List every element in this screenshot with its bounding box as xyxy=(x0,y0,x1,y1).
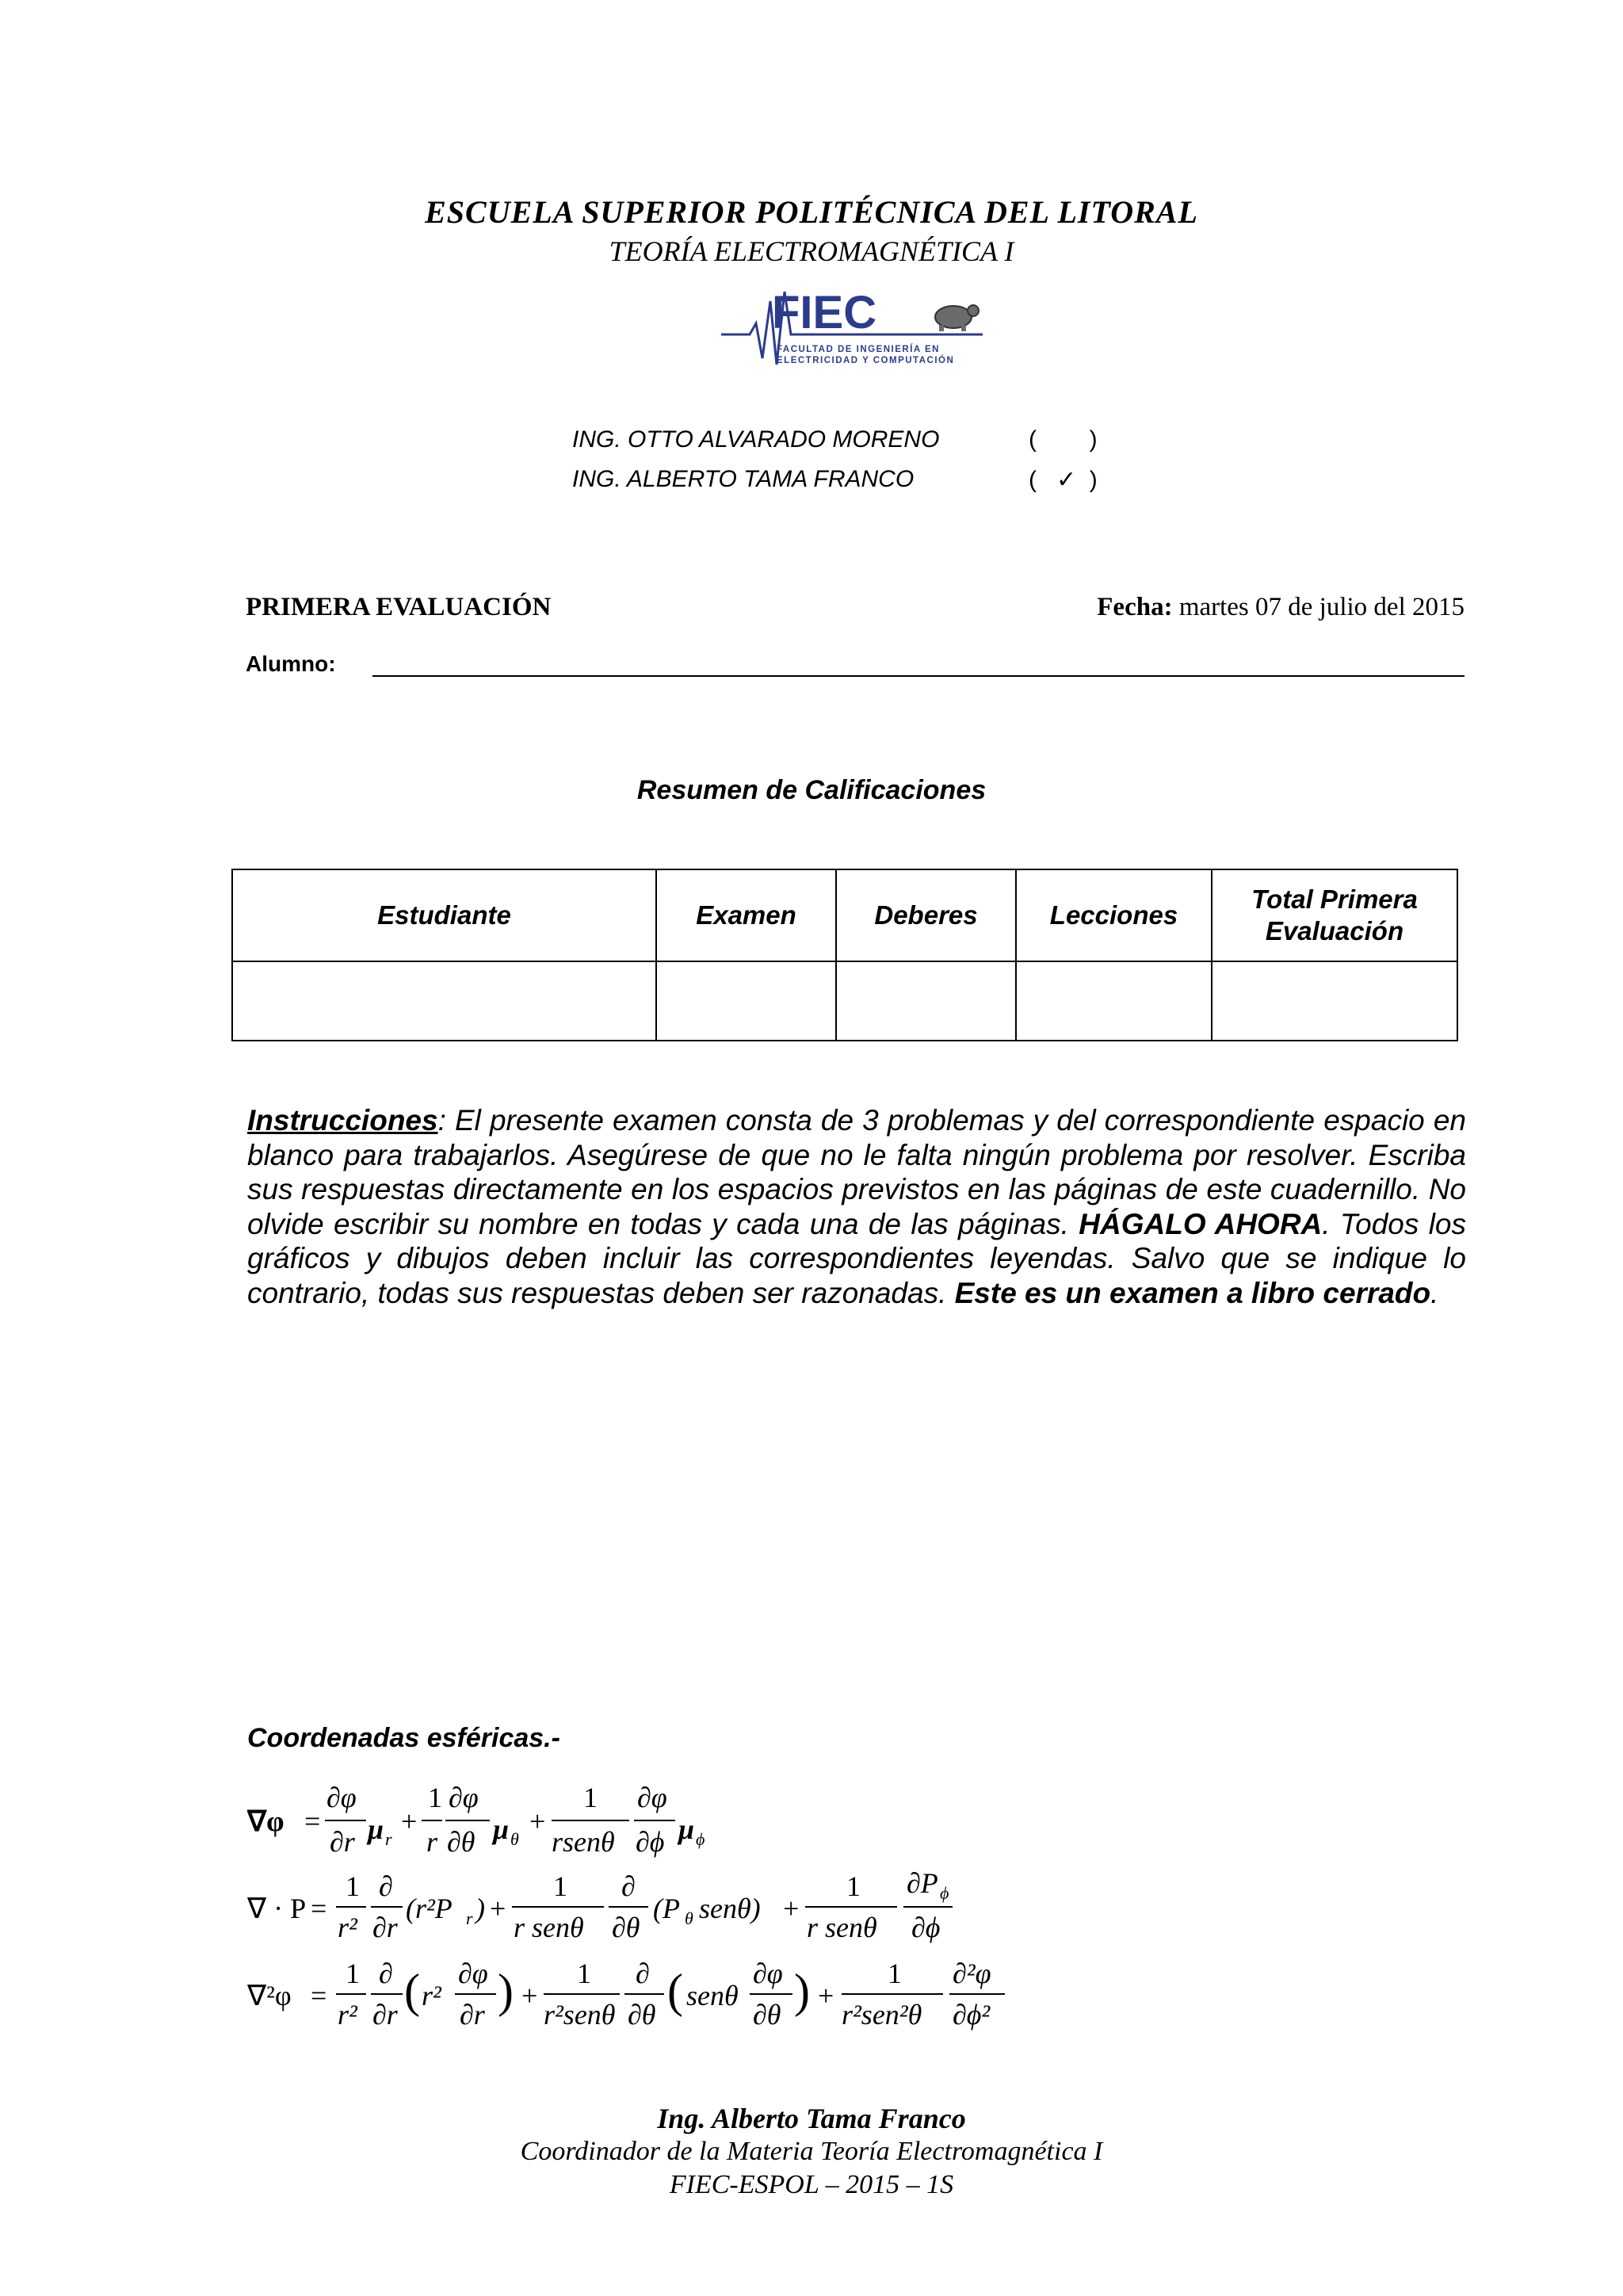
header-lessons: Lecciones xyxy=(1016,869,1212,961)
student-name-line[interactable] xyxy=(372,675,1465,677)
svg-text:r: r xyxy=(426,1826,438,1858)
svg-text:senθ: senθ xyxy=(686,1980,739,2011)
student-label: Alumno: xyxy=(246,651,336,676)
svg-text:∂: ∂ xyxy=(379,1870,393,1902)
svg-text:+: + xyxy=(401,1805,418,1837)
grades-summary-title: Resumen de Calificaciones xyxy=(636,775,987,805)
cell-total[interactable] xyxy=(1212,961,1457,1041)
svg-text:r²: r² xyxy=(338,1999,357,2030)
instructions-text-1: : El presente examen consta de 3 problemas y del correspondiente espacio en blanco para trabajarlos. Asegúrese de que no le falta ningún problema por resolver. Escriba sus respuestas directamente en los espacios previstos en las páginas de este cuadernillo. No olvide escribir su nombre en todas y cada una de las páginas. xyxy=(247,1104,1466,1240)
svg-text:(: ( xyxy=(667,1965,683,2017)
svg-text:∂²φ: ∂²φ xyxy=(953,1958,991,1989)
svg-text:θ: θ xyxy=(510,1829,519,1849)
svg-text:r²: r² xyxy=(422,1980,441,2011)
svg-text:): ) xyxy=(794,1965,810,2017)
svg-text:∂φ: ∂φ xyxy=(753,1958,783,1989)
svg-text:rsenθ: rsenθ xyxy=(552,1826,615,1858)
svg-text:): ) xyxy=(498,1965,514,2017)
svg-text:+: + xyxy=(490,1893,506,1924)
cell-homework[interactable] xyxy=(836,961,1016,1041)
svg-text:+: + xyxy=(529,1805,546,1837)
svg-text:=: = xyxy=(311,1980,327,2011)
svg-text:∂r: ∂r xyxy=(372,1912,398,1943)
grades-header-row xyxy=(232,869,1457,961)
instructions-text-3: . xyxy=(1430,1276,1439,1309)
instructions-label: Instrucciones xyxy=(247,1104,438,1137)
svg-text:(r²P: (r²P xyxy=(406,1893,453,1924)
formulas-title: Coordenadas esféricas.- xyxy=(247,1723,560,1753)
svg-text:1: 1 xyxy=(346,1870,360,1902)
svg-text:1: 1 xyxy=(846,1870,861,1902)
header-homework: Deberes xyxy=(836,869,1016,961)
svg-text:∂: ∂ xyxy=(379,1958,393,1989)
gradient-lhs: ∇φ xyxy=(247,1805,285,1837)
svg-text:senθ): senθ) xyxy=(699,1893,761,1924)
svg-text:θ: θ xyxy=(685,1908,693,1928)
divergence-lhs: ∇ · P xyxy=(247,1893,307,1924)
svg-text:r²sen²θ: r²sen²θ xyxy=(842,1999,922,2030)
svg-text:r²: r² xyxy=(338,1912,357,1943)
svg-text:1: 1 xyxy=(577,1958,591,1989)
svg-text:r: r xyxy=(385,1829,392,1849)
cell-lessons[interactable] xyxy=(1016,961,1212,1041)
svg-text:1: 1 xyxy=(888,1958,902,1989)
date-label: Fecha: xyxy=(1097,593,1173,621)
svg-text:∂: ∂ xyxy=(636,1958,650,1989)
svg-text:=: = xyxy=(304,1805,321,1837)
svg-text:ϕ: ϕ xyxy=(696,1829,705,1849)
svg-text:): ) xyxy=(475,1893,485,1924)
spherical-formulas xyxy=(247,1775,1040,2045)
svg-text:∂θ: ∂θ xyxy=(753,1999,781,2030)
signature-organization: FIEC-ESPOL – 2015 – 1S xyxy=(669,2170,954,2199)
laplacian-lhs: ∇²φ xyxy=(247,1980,292,2011)
svg-text:∂φ: ∂φ xyxy=(449,1782,479,1813)
svg-text:∂φ: ∂φ xyxy=(458,1958,488,1989)
svg-text:+: + xyxy=(521,1980,538,2011)
grades-table xyxy=(231,869,1458,1041)
svg-text:r senθ: r senθ xyxy=(807,1912,877,1943)
svg-text:+: + xyxy=(783,1893,800,1924)
svg-text:(: ( xyxy=(404,1965,420,2017)
svg-text:+: + xyxy=(818,1980,834,2011)
fiec-logo xyxy=(721,285,983,374)
header-total: Total Primera Evaluación xyxy=(1212,869,1457,961)
instructions-emphasis-1: HÁGALO AHORA xyxy=(1079,1207,1323,1240)
svg-text:∂θ: ∂θ xyxy=(447,1826,475,1858)
institution-name: ESCUELA SUPERIOR POLITÉCNICA DEL LITORAL xyxy=(425,194,1198,230)
svg-text:∂θ: ∂θ xyxy=(628,1999,656,2030)
instructions-paragraph xyxy=(247,1103,1466,1310)
turtle-icon xyxy=(935,305,979,331)
logo-tagline-2: ELECTRICIDAD Y COMPUTACIÓN xyxy=(777,356,955,365)
instructions-text-2: . Todos los gráficos y dibujos deben incluir las correspondientes leyendas. Salvo que se indique lo contrario, todas sus respuestas deben ser razonadas. xyxy=(247,1207,1467,1309)
svg-text:∂r: ∂r xyxy=(460,1999,485,2030)
professor-checkbox-2[interactable]: ( ✓ ) xyxy=(1029,467,1098,493)
logo-tagline-1: FACULTAD DE INGENIERÍA EN xyxy=(777,345,940,354)
signature-role: Coordinador de la Materia Teoría Electromagnética I xyxy=(520,2137,1103,2166)
signature-name: Ing. Alberto Tama Franco xyxy=(657,2103,966,2134)
svg-text:∂φ: ∂φ xyxy=(327,1782,357,1813)
svg-text:∂r: ∂r xyxy=(372,1999,398,2030)
svg-text:ϕ: ϕ xyxy=(940,1883,949,1903)
svg-text:∂θ: ∂θ xyxy=(612,1912,640,1943)
svg-text:=: = xyxy=(311,1893,327,1924)
svg-text:1: 1 xyxy=(583,1782,598,1813)
exam-date xyxy=(1097,593,1465,622)
instructions-emphasis-2: Este es un examen a libro cerrado xyxy=(954,1276,1431,1309)
svg-text:(P: (P xyxy=(653,1893,680,1924)
svg-text:∂φ: ∂φ xyxy=(637,1782,667,1813)
cell-student[interactable] xyxy=(232,961,656,1041)
svg-text:1: 1 xyxy=(553,1870,567,1902)
svg-text:∂: ∂ xyxy=(621,1870,636,1902)
evaluation-title: PRIMERA EVALUACIÓN xyxy=(246,593,552,621)
svg-text:μ: μ xyxy=(678,1813,695,1845)
professor-checkbox-1[interactable]: ( ) xyxy=(1029,426,1098,453)
logo-acronym: FIEC xyxy=(772,287,877,338)
svg-text:μ: μ xyxy=(493,1813,510,1845)
svg-text:∂ϕ²: ∂ϕ² xyxy=(953,1999,991,2030)
svg-text:∂P: ∂P xyxy=(907,1867,938,1899)
professor-name-1: ING. OTTO ALVARADO MORENO xyxy=(572,426,940,453)
svg-text:r²senθ: r²senθ xyxy=(544,1999,616,2030)
header-student: Estudiante xyxy=(232,869,656,961)
svg-text:r senθ: r senθ xyxy=(514,1912,584,1943)
professor-name-2: ING. ALBERTO TAMA FRANCO xyxy=(572,466,915,492)
cell-exam[interactable] xyxy=(656,961,836,1041)
svg-text:1: 1 xyxy=(346,1958,360,1989)
svg-text:1: 1 xyxy=(428,1782,442,1813)
svg-text:∂ϕ: ∂ϕ xyxy=(911,1912,941,1943)
svg-text:∂ϕ: ∂ϕ xyxy=(636,1826,665,1858)
svg-text:∂r: ∂r xyxy=(330,1826,355,1858)
date-value: martes 07 de julio del 2015 xyxy=(1172,593,1465,621)
course-subject: TEORÍA ELECTROMAGNÉTICA I xyxy=(609,235,1014,267)
svg-text:r: r xyxy=(466,1908,473,1928)
grades-entry-row xyxy=(232,961,1457,1041)
svg-text:μ: μ xyxy=(368,1813,384,1845)
header-exam: Examen xyxy=(656,869,836,961)
